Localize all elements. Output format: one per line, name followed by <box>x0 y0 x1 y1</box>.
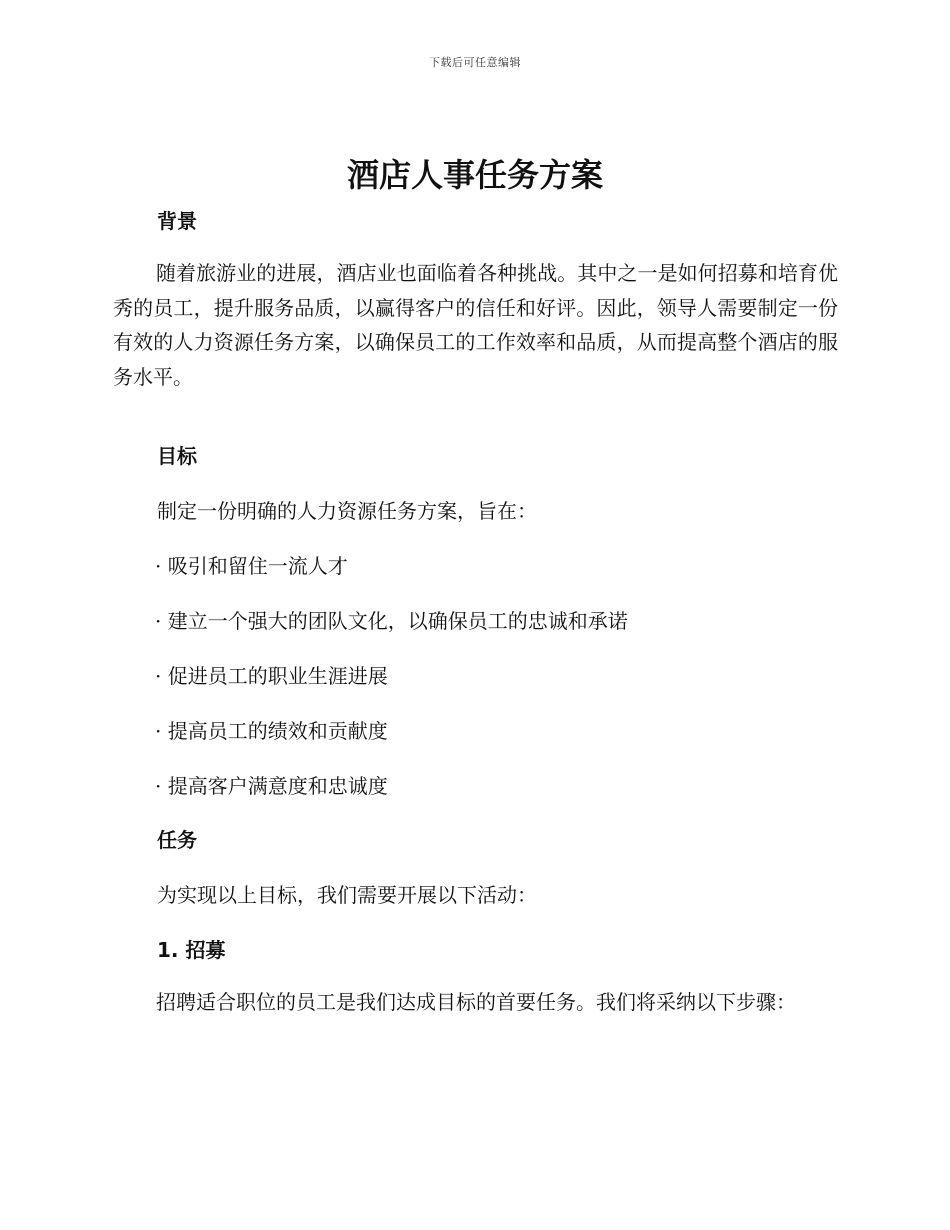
tasks-intro: 为实现以上目标，我们需要开展以下活动： <box>157 883 537 907</box>
section-heading-tasks: 任务 <box>157 828 197 852</box>
subheading-recruitment: 1. 招募 <box>157 938 226 962</box>
goal-item: · 提高客户满意度和忠诚度 <box>155 774 388 798</box>
document-title: 酒店人事任务方案 <box>346 156 603 194</box>
background-paragraph: 随着旅游业的进展，酒店业也面临着各种挑战。其中之一是如何招募和培育优秀的员工，提升服务品质，以赢得客户的信任和好评。因此，领导人需要制定一份有效的人力资源任务方案，以确保员工的工作效率和品质，从而提高整个酒店的服务水平。 <box>113 261 838 389</box>
goal-item: · 建立一个强大的团队文化，以确保员工的忠诚和承诺 <box>155 609 628 633</box>
section-heading-background: 背景 <box>157 209 197 233</box>
recruitment-paragraph: 招聘适合职位的员工是我们达成目标的首要任务。我们将采纳以下步骤： <box>156 990 796 1014</box>
goal-item: · 提高员工的绩效和贡献度 <box>155 719 388 743</box>
goal-item: · 吸引和留住一流人才 <box>155 554 348 578</box>
goal-item: · 促进员工的职业生涯进展 <box>155 664 388 688</box>
section-heading-goals: 目标 <box>157 444 197 468</box>
page-header: 下载后可任意编辑 <box>429 56 521 69</box>
goals-intro: 制定一份明确的人力资源任务方案，旨在： <box>157 499 537 523</box>
